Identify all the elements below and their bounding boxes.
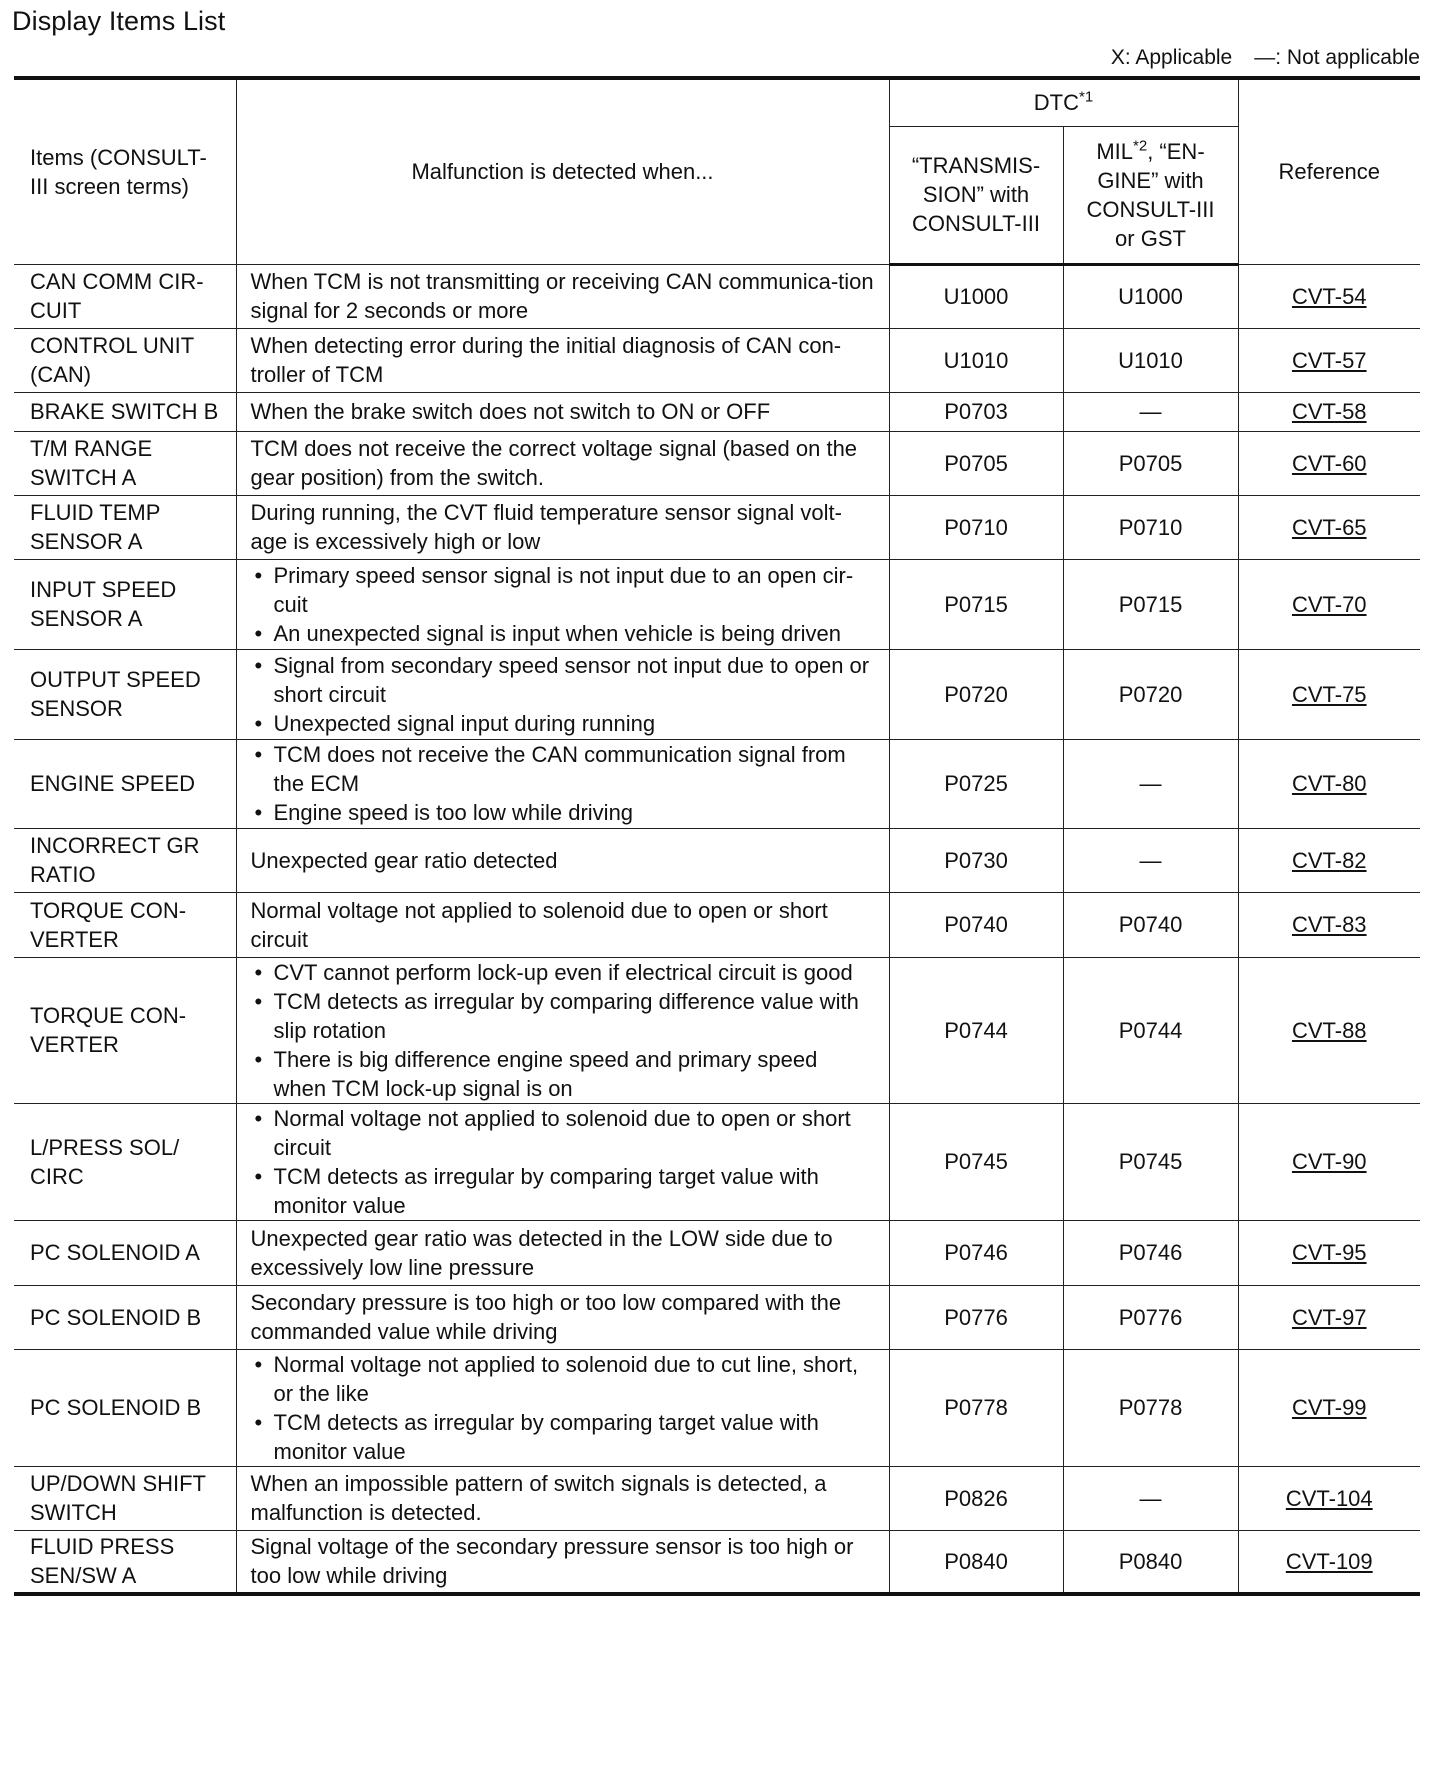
item-name: PC SOLENOID A bbox=[14, 1220, 236, 1285]
table-row bbox=[14, 892, 1420, 957]
item-name: OUTPUT SPEED SENSOR bbox=[14, 649, 236, 739]
malfunction-bullet: • TCM detects as irregular by comparing difference value with slip rotation bbox=[251, 987, 875, 1045]
reference-link[interactable]: CVT-104 bbox=[1285, 1485, 1373, 1511]
dtc-mil-code: P0746 bbox=[1063, 1220, 1238, 1285]
dtc-mil-code: — bbox=[1063, 1466, 1238, 1530]
table-row bbox=[14, 559, 1420, 649]
malfunction-text: Unexpected gear ratio was detected in the LOW side due to excessively low line pressure bbox=[250, 1225, 833, 1280]
reference-link[interactable]: CVT-95 bbox=[1291, 1240, 1367, 1265]
table-row bbox=[14, 328, 1420, 392]
malfunction-description bbox=[236, 264, 889, 328]
table-row bbox=[14, 1285, 1420, 1349]
table-row bbox=[14, 828, 1420, 892]
malfunction-bullets bbox=[251, 561, 875, 648]
dtc-transmission-code: P0703 bbox=[889, 392, 1063, 431]
dtc-transmission-code: P0778 bbox=[889, 1349, 1063, 1466]
reference-link[interactable]: CVT-57 bbox=[1291, 347, 1367, 373]
malfunction-bullets bbox=[251, 1104, 875, 1220]
malfunction-description bbox=[236, 649, 889, 739]
reference-cell bbox=[1238, 739, 1420, 828]
dtc-transmission-code: P0720 bbox=[889, 649, 1063, 739]
table-row bbox=[14, 431, 1420, 495]
table-row bbox=[14, 1466, 1420, 1530]
reference-link[interactable]: CVT-82 bbox=[1291, 847, 1367, 873]
malfunction-text: TCM does not receive the correct voltage signal (based on the gear position) from the switch. bbox=[250, 436, 858, 490]
dtc-mil-code: P0840 bbox=[1063, 1530, 1238, 1594]
table-row bbox=[14, 1349, 1420, 1466]
malfunction-text: When TCM is not transmitting or receiving CAN communica-tion signal for 2 seconds or more bbox=[250, 269, 874, 323]
reference-link[interactable]: CVT-83 bbox=[1291, 912, 1367, 937]
table-row bbox=[14, 1103, 1420, 1220]
dtc-transmission-code: P0745 bbox=[889, 1103, 1063, 1220]
dtc-mil-code: P0710 bbox=[1063, 495, 1238, 559]
malfunction-text: When an impossible pattern of switch signals is detected, a malfunction is detected. bbox=[250, 1471, 827, 1525]
header-mil: MIL bbox=[1096, 138, 1134, 164]
item-name: CONTROL UNIT (CAN) bbox=[14, 328, 236, 392]
reference-cell bbox=[1238, 957, 1420, 1103]
reference-cell bbox=[1238, 1220, 1420, 1285]
reference-cell bbox=[1238, 1466, 1420, 1530]
dtc-transmission-code: U1000 bbox=[889, 264, 1063, 328]
malfunction-description bbox=[236, 495, 889, 559]
malfunction-description bbox=[236, 828, 889, 892]
reference-cell bbox=[1238, 431, 1420, 495]
dtc-mil-code: P0720 bbox=[1063, 649, 1238, 739]
malfunction-description bbox=[236, 1285, 889, 1349]
malfunction-bullets bbox=[251, 740, 875, 827]
malfunction-description bbox=[236, 431, 889, 495]
reference-link[interactable]: CVT-58 bbox=[1291, 399, 1367, 424]
reference-cell bbox=[1238, 392, 1420, 431]
item-name: INPUT SPEED SENSOR A bbox=[14, 559, 236, 649]
dtc-transmission-code: U1010 bbox=[889, 328, 1063, 392]
reference-cell bbox=[1238, 264, 1420, 328]
item-name: BRAKE SWITCH B bbox=[14, 392, 236, 431]
malfunction-bullet: • An unexpected signal is input when vehicle is being driven bbox=[251, 619, 875, 648]
header-dtc bbox=[889, 78, 1238, 126]
table-row bbox=[14, 739, 1420, 828]
dtc-transmission-code: P0725 bbox=[889, 739, 1063, 828]
malfunction-text: Normal voltage not applied to solenoid due to open or short circuit bbox=[250, 897, 828, 952]
table-row bbox=[14, 392, 1420, 431]
dtc-transmission-code: P0710 bbox=[889, 495, 1063, 559]
dtc-transmission-code: P0776 bbox=[889, 1285, 1063, 1349]
malfunction-text: When the brake switch does not switch to ON or OFF bbox=[250, 399, 771, 424]
item-name: T/M RANGE SWITCH A bbox=[14, 431, 236, 495]
table-row bbox=[14, 649, 1420, 739]
item-name: PC SOLENOID B bbox=[14, 1349, 236, 1466]
legend-not-applicable: —: Not applicable bbox=[1254, 46, 1420, 69]
reference-cell bbox=[1238, 892, 1420, 957]
malfunction-description bbox=[236, 892, 889, 957]
item-name: TORQUE CON-VERTER bbox=[14, 892, 236, 957]
legend bbox=[1111, 46, 1420, 70]
dtc-mil-code: U1000 bbox=[1063, 264, 1238, 328]
malfunction-bullets bbox=[251, 958, 875, 1103]
item-name: FLUID PRESS SEN/SW A bbox=[14, 1530, 236, 1594]
malfunction-text: When detecting error during the initial diagnosis of CAN con-troller of TCM bbox=[250, 333, 842, 387]
header-engine: , “EN-GINE” with CONSULT-III or GST bbox=[1086, 138, 1215, 251]
dtc-mil-code: — bbox=[1063, 828, 1238, 892]
dtc-transmission-code: P0840 bbox=[889, 1530, 1063, 1594]
malfunction-bullet: • Signal from secondary speed sensor not input due to open or short circuit bbox=[251, 651, 875, 709]
page-title: Display Items List bbox=[12, 6, 226, 36]
malfunction-description bbox=[236, 1530, 889, 1594]
reference-cell bbox=[1238, 649, 1420, 739]
dtc-mil-code: U1010 bbox=[1063, 328, 1238, 392]
reference-link[interactable]: CVT-97 bbox=[1291, 1304, 1367, 1330]
table-row bbox=[14, 495, 1420, 559]
malfunction-bullet: • Primary speed sensor signal is not input due to an open cir-cuit bbox=[251, 561, 875, 619]
dtc-mil-code: P0778 bbox=[1063, 1349, 1238, 1466]
malfunction-description bbox=[236, 1349, 889, 1466]
reference-cell bbox=[1238, 328, 1420, 392]
malfunction-bullet: • There is big difference engine speed and primary speed when TCM lock-up signal is on bbox=[251, 1045, 875, 1103]
reference-link[interactable]: CVT-60 bbox=[1291, 450, 1367, 476]
malfunction-bullet: • Normal voltage not applied to solenoid due to cut line, short, or the like bbox=[251, 1350, 875, 1408]
dtc-transmission-code: P0746 bbox=[889, 1220, 1063, 1285]
reference-cell bbox=[1238, 1530, 1420, 1594]
malfunction-text: Secondary pressure is too high or too low compared with the commanded value while driving bbox=[250, 1290, 842, 1344]
dtc-transmission-code: P0730 bbox=[889, 828, 1063, 892]
reference-link[interactable]: CVT-88 bbox=[1291, 1017, 1367, 1043]
header-dtc-footnote: *1 bbox=[1079, 88, 1094, 106]
header-row bbox=[14, 78, 1420, 126]
item-name: PC SOLENOID B bbox=[14, 1285, 236, 1349]
reference-link[interactable]: CVT-70 bbox=[1291, 591, 1367, 617]
header-transmission: “TRANSMIS-SION” with CONSULT-III bbox=[889, 126, 1063, 264]
reference-cell bbox=[1238, 495, 1420, 559]
malfunction-description bbox=[236, 328, 889, 392]
reference-link[interactable]: CVT-90 bbox=[1291, 1149, 1367, 1174]
reference-link[interactable]: CVT-65 bbox=[1291, 514, 1367, 540]
table-row bbox=[14, 1530, 1420, 1594]
dtc-mil-code: — bbox=[1063, 392, 1238, 431]
dtc-mil-code: P0776 bbox=[1063, 1285, 1238, 1349]
item-name: TORQUE CON-VERTER bbox=[14, 957, 236, 1103]
dtc-transmission-code: P0826 bbox=[889, 1466, 1063, 1530]
dtc-mil-code: P0715 bbox=[1063, 559, 1238, 649]
header-reference: Reference bbox=[1238, 78, 1420, 264]
header-items: Items (CONSULT-III screen terms) bbox=[14, 78, 236, 264]
item-name: INCORRECT GR RATIO bbox=[14, 828, 236, 892]
dtc-transmission-code: P0715 bbox=[889, 559, 1063, 649]
malfunction-description bbox=[236, 392, 889, 431]
item-name: ENGINE SPEED bbox=[14, 739, 236, 828]
header-dtc-label: DTC bbox=[1033, 90, 1080, 116]
reference-link[interactable]: CVT-54 bbox=[1291, 283, 1367, 309]
malfunction-description bbox=[236, 559, 889, 649]
dtc-transmission-code: P0740 bbox=[889, 892, 1063, 957]
malfunction-description bbox=[236, 1103, 889, 1220]
item-name: CAN COMM CIR-CUIT bbox=[14, 264, 236, 328]
malfunction-description bbox=[236, 1220, 889, 1285]
malfunction-description bbox=[236, 957, 889, 1103]
table-row bbox=[14, 957, 1420, 1103]
dtc-mil-code: P0740 bbox=[1063, 892, 1238, 957]
table-row bbox=[14, 264, 1420, 328]
malfunction-description bbox=[236, 1466, 889, 1530]
malfunction-bullet: • Normal voltage not applied to solenoid due to open or short circuit bbox=[251, 1104, 875, 1162]
dtc-mil-code: P0744 bbox=[1063, 957, 1238, 1103]
malfunction-bullet: • Unexpected signal input during running bbox=[251, 709, 875, 738]
item-name: L/PRESS SOL/ CIRC bbox=[14, 1103, 236, 1220]
table-row bbox=[14, 1220, 1420, 1285]
dtc-mil-code: — bbox=[1063, 739, 1238, 828]
reference-cell bbox=[1238, 1285, 1420, 1349]
dtc-transmission-code: P0744 bbox=[889, 957, 1063, 1103]
dtc-mil-code: P0745 bbox=[1063, 1103, 1238, 1220]
malfunction-bullet: • Engine speed is too low while driving bbox=[251, 798, 875, 827]
reference-link[interactable]: CVT-99 bbox=[1291, 1395, 1367, 1420]
legend-applicable: X: Applicable bbox=[1110, 46, 1233, 69]
reference-cell bbox=[1238, 559, 1420, 649]
reference-link[interactable]: CVT-80 bbox=[1291, 771, 1367, 796]
malfunction-bullet: • TCM detects as irregular by comparing target value with monitor value bbox=[251, 1408, 875, 1466]
header-malfunction: Malfunction is detected when... bbox=[236, 78, 889, 264]
malfunction-bullets bbox=[251, 1350, 875, 1466]
display-items-table bbox=[14, 76, 1420, 1596]
malfunction-text: Signal voltage of the secondary pressure sensor is too high or too low while driving bbox=[250, 1534, 854, 1589]
header-mil-footnote: *2 bbox=[1133, 137, 1148, 155]
item-name: UP/DOWN SHIFT SWITCH bbox=[14, 1466, 236, 1530]
reference-cell bbox=[1238, 828, 1420, 892]
header-mil-engine bbox=[1063, 126, 1238, 264]
reference-link[interactable]: CVT-109 bbox=[1285, 1548, 1373, 1574]
reference-cell bbox=[1238, 1349, 1420, 1466]
dtc-transmission-code: P0705 bbox=[889, 431, 1063, 495]
malfunction-bullet: • CVT cannot perform lock-up even if electrical circuit is good bbox=[251, 958, 875, 987]
malfunction-text: During running, the CVT fluid temperature sensor signal volt-age is excessively high or low bbox=[250, 500, 842, 554]
malfunction-description bbox=[236, 739, 889, 828]
reference-link[interactable]: CVT-75 bbox=[1291, 681, 1367, 707]
dtc-mil-code: P0705 bbox=[1063, 431, 1238, 495]
table-body bbox=[14, 264, 1420, 1594]
malfunction-bullets bbox=[251, 651, 875, 738]
reference-cell bbox=[1238, 1103, 1420, 1220]
item-name: FLUID TEMP SENSOR A bbox=[14, 495, 236, 559]
malfunction-text: Unexpected gear ratio detected bbox=[250, 847, 558, 873]
malfunction-bullet: • TCM detects as irregular by comparing target value with monitor value bbox=[251, 1162, 875, 1220]
malfunction-bullet: • TCM does not receive the CAN communication signal from the ECM bbox=[251, 740, 875, 798]
